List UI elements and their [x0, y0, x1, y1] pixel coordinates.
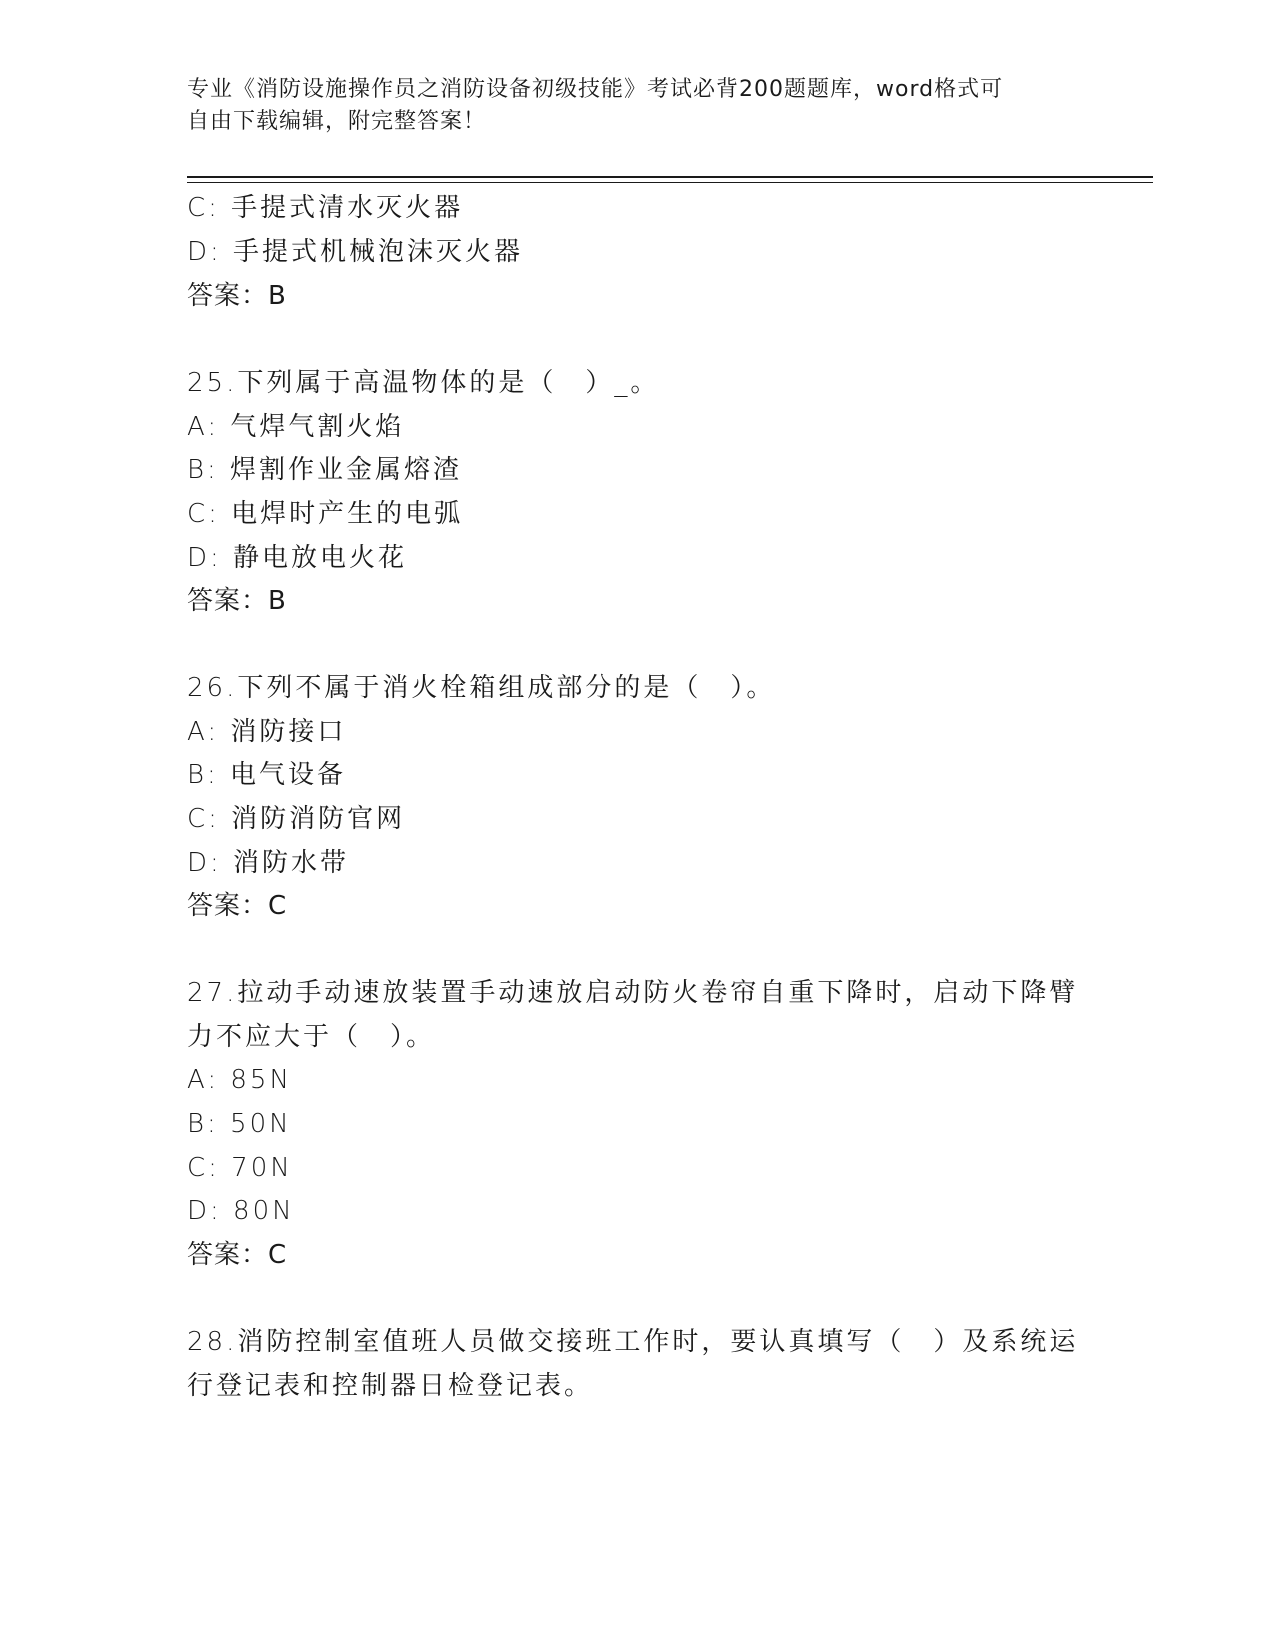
prev-answer: 答案：B — [187, 281, 287, 311]
question-28-text-line-1: 28.消防控制室值班人员做交接班工作时，要认真填写（ ）及系统运 — [187, 1327, 1079, 1357]
question-28-text-line-2: 行登记表和控制器日检登记表。 — [187, 1371, 594, 1401]
document-header — [187, 74, 1077, 138]
question-27-option-b: B: 50N — [187, 1109, 292, 1139]
question-27-text-line-1: 27.拉动手动速放装置手动速放启动防火卷帘自重下降时，启动下降臂 — [187, 978, 1079, 1008]
prev-option-c: C: 手提式清水灭火器 — [187, 193, 464, 223]
question-27-option-a: A: 85N — [187, 1065, 292, 1095]
header-title-line-1: 专业《消防设施操作员之消防设备初级技能》考试必背200题题库，word格式可 — [187, 77, 1004, 102]
question-27-option-d: D: 80N — [187, 1196, 295, 1226]
question-26-answer: 答案：C — [187, 891, 288, 921]
question-25-option-d: D: 静电放电火花 — [187, 543, 408, 573]
question-26-text: 26.下列不属于消火栓箱组成部分的是（ ）。 — [187, 673, 776, 703]
question-25-text: 25.下列属于高温物体的是（ ）_。 — [187, 368, 660, 398]
header-divider-thin — [187, 182, 1153, 183]
question-27-option-c: C: 70N — [187, 1153, 293, 1183]
header-title-line-2: 自由下载编辑，附完整答案！ — [187, 109, 487, 134]
question-25-option-c: C: 电焊时产生的电弧 — [187, 499, 464, 529]
question-26-option-d: D: 消防水带 — [187, 848, 350, 878]
question-26-option-c: C: 消防消防官网 — [187, 804, 406, 834]
prev-option-d: D: 手提式机械泡沫灭火器 — [187, 237, 524, 267]
question-25-answer: 答案：B — [187, 586, 287, 616]
question-27-answer: 答案：C — [187, 1240, 288, 1270]
header-divider-thick — [187, 176, 1153, 178]
question-25-option-b: B: 焊割作业金属熔渣 — [187, 455, 463, 485]
question-27-text-line-2: 力不应大于（ ）。 — [187, 1022, 436, 1052]
question-26-option-a: A: 消防接口 — [187, 717, 347, 747]
question-25-option-a: A: 气焊气割火焰 — [187, 412, 405, 442]
question-26-option-b: B: 电气设备 — [187, 760, 347, 790]
